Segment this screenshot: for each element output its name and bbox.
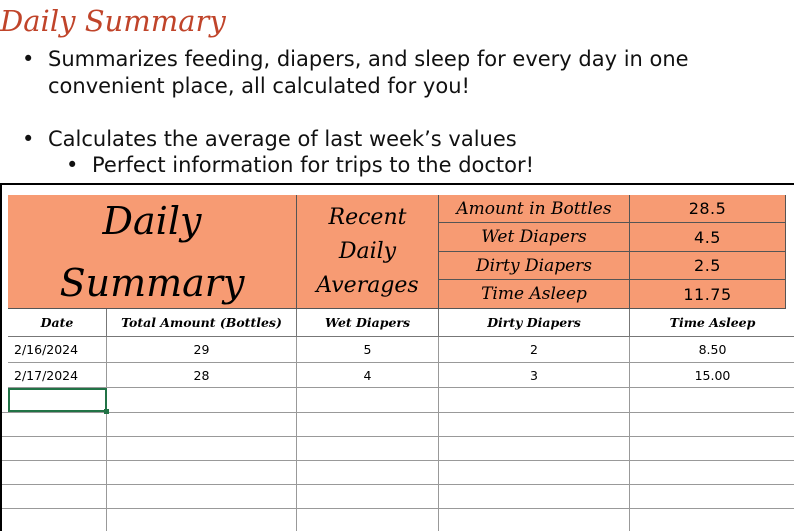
bullet-text-line: Summarizes feeding, diapers, and sleep for every day in one [48, 47, 689, 71]
avg-label-wet-diapers[interactable]: Wet Diapers [439, 223, 630, 252]
avg-value-bottles[interactable]: 28.5 [630, 195, 786, 223]
grid-line [296, 388, 297, 531]
avg-label-time-asleep[interactable]: Time Asleep [439, 280, 630, 309]
column-header-time-asleep[interactable]: Time Asleep [630, 309, 794, 337]
slide-title: Daily Summary [0, 4, 226, 38]
recent-averages-line: Recent [328, 204, 407, 230]
recent-averages-line: Daily [338, 238, 397, 264]
grid-line [2, 484, 794, 485]
sheet-title-line: Summary [59, 260, 245, 305]
cell-dirty-diapers[interactable]: 3 [439, 363, 630, 388]
column-header-total-amount[interactable]: Total Amount (Bottles) [107, 309, 297, 337]
bullet-text-line: Calculates the average of last week’s values [48, 127, 517, 151]
column-header-dirty-diapers[interactable]: Dirty Diapers [439, 309, 630, 337]
grid-line [2, 460, 794, 461]
cell-time-asleep[interactable]: 8.50 [630, 337, 794, 363]
cell-date[interactable]: 2/16/2024 [8, 337, 107, 363]
cell-time-asleep[interactable]: 15.00 [630, 363, 794, 388]
grid-line [2, 436, 794, 437]
bullet-marker: • [22, 127, 35, 151]
bullet-text-line: convenient place, all calculated for you! [48, 74, 470, 98]
selected-cell[interactable] [8, 388, 107, 412]
cell-wet-diapers[interactable]: 4 [297, 363, 439, 388]
sheet-title-cell[interactable] [8, 195, 297, 309]
recent-averages-line: Averages [316, 272, 419, 298]
fill-handle[interactable] [104, 409, 109, 414]
column-header-date[interactable]: Date [8, 309, 107, 337]
bullet-text-line: Perfect information for trips to the doctor! [92, 153, 535, 177]
grid-line [629, 388, 630, 531]
avg-value-time-asleep[interactable]: 11.75 [630, 280, 786, 309]
grid-line [2, 508, 794, 509]
bullet-marker: • [22, 47, 35, 71]
grid-line [2, 412, 794, 413]
spreadsheet[interactable] [0, 183, 794, 531]
avg-label-bottles[interactable]: Amount in Bottles [439, 195, 630, 223]
avg-label-dirty-diapers[interactable]: Dirty Diapers [439, 252, 630, 280]
cell-total-amount[interactable]: 29 [107, 337, 297, 363]
column-header-wet-diapers[interactable]: Wet Diapers [297, 309, 439, 337]
recent-averages-cell[interactable] [297, 195, 439, 309]
grid-line [438, 388, 439, 531]
bullet-marker: • [66, 153, 79, 177]
sheet-title-line: Daily [102, 198, 202, 243]
cell-dirty-diapers[interactable]: 2 [439, 337, 630, 363]
avg-value-dirty-diapers[interactable]: 2.5 [630, 252, 786, 280]
cell-date[interactable]: 2/17/2024 [8, 363, 107, 388]
avg-value-wet-diapers[interactable]: 4.5 [630, 223, 786, 252]
cell-wet-diapers[interactable]: 5 [297, 337, 439, 363]
cell-total-amount[interactable]: 28 [107, 363, 297, 388]
